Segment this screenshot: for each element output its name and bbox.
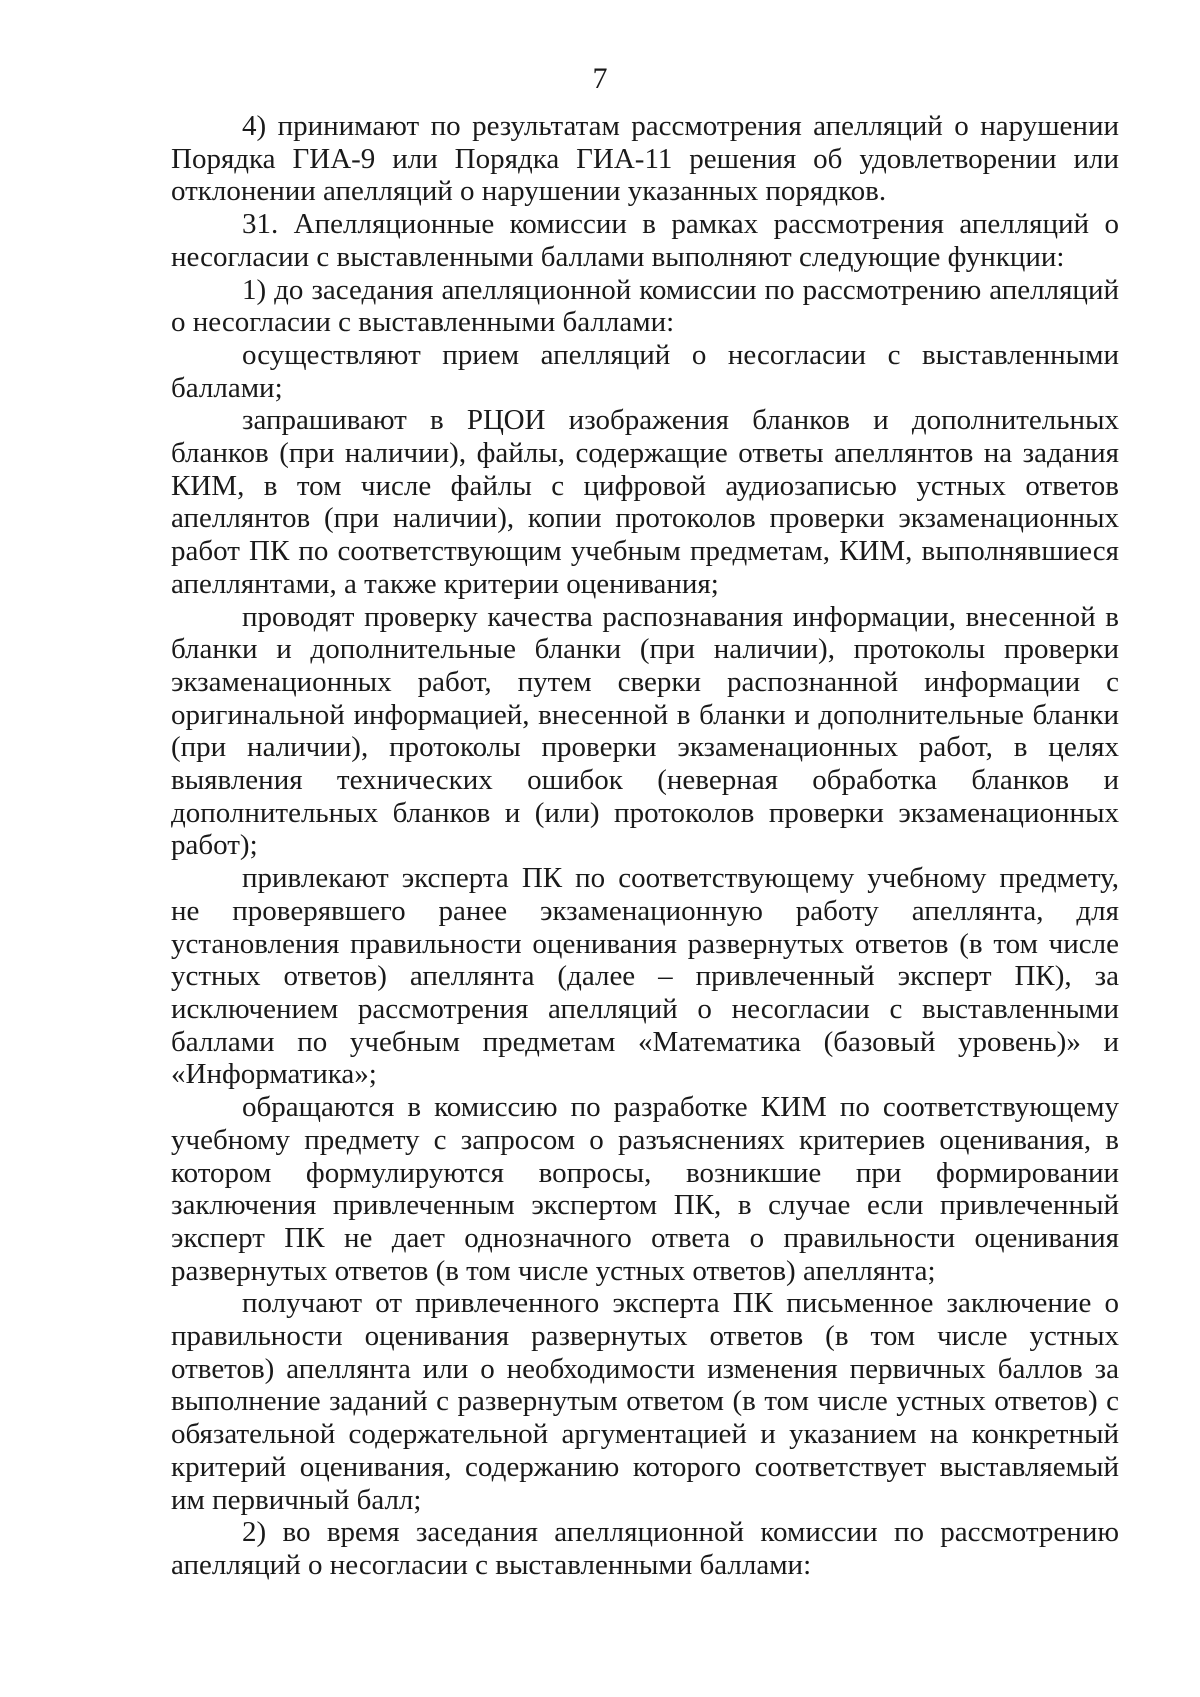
paragraph-item-1: 1) до заседания апелляционной комиссии по рассмотрению апелляций о несогласии с выставленными баллами: (171, 273, 1119, 339)
paragraph-item-4: 4) принимают по результатам рассмотрения апелляций о нарушении Порядка ГИА-9 или Порядка ГИА-11 решения об удовлетворении или отклонении апелляций о нарушении указанных порядков. (171, 110, 1119, 208)
paragraph-item-2: 2) во время заседания апелляционной комиссии по рассмотрению апелляций о несогласии с выставленными баллами: (171, 1516, 1119, 1581)
paragraph-recognition-check: проводят проверку качества распознавания информации, внесенной в бланки и дополнительные бланки (при наличии), протоколы проверки экзаменационных работ, путем сверки распознанной информации с оригинальной информацией, внесенной в бланки и дополнительные бланки (при наличии), протоколы проверки экзаменационных работ, в целях выявления технических ошибок (неверная обработка бланков и дополнительных бланков и (или) протоколов проверки экзаменационных работ); (171, 600, 1119, 862)
paragraph-clause-31: 31. Апелляционные комиссии в рамках рассмотрения апелляций о несогласии с выставленными баллами выполняют следующие функции: (171, 208, 1119, 273)
paragraph-request-images: запрашивают в РЦОИ изображения бланков и дополнительных бланков (при наличии), файлы, содержащие ответы апеллянтов на задания КИМ, в том числе файлы с цифровой аудиозаписью устных ответов апеллянтов (при наличии), копии протоколов проверки экзаменационных работ ПК по соответствующим учебным предметам, КИМ, выполнявшиеся апеллянтами, а также критерии оценивания; (171, 404, 1119, 600)
paragraph-kim-commission: обращаются в комиссию по разработке КИМ по соответствующему учебному предмету с запросом о разъяснениях критериев оценивания, в котором формулируются вопросы, возникшие при формировании заключения привлеченным экспертом ПК, в случае если привлеченный эксперт ПК не дает однозначного ответа о правильности оценивания развернутых ответов (в том числе устных ответов) апеллянта; (171, 1091, 1119, 1287)
document-body (171, 110, 1119, 1582)
paragraph-expert-conclusion: получают от привлеченного эксперта ПК письменное заключение о правильности оценивания развернутых ответов (в том числе устных ответов) апеллянта или о необходимости изменения первичных баллов за выполнение заданий с развернутым ответом (в том числе устных ответов) с обязательной содержательной аргументацией и указанием на конкретный критерий оценивания, содержанию которого соответствует выставляемый им первичный балл; (171, 1287, 1119, 1516)
paragraph-engage-expert: привлекают эксперта ПК по соответствующему учебному предмету, не проверявшего ранее экзаменационную работу апеллянта, для установления правильности оценивания развернутых ответов (в том числе устных ответов) апеллянта (далее – привлеченный эксперт ПК), за исключением рассмотрения апелляций о несогласии с выставленными баллами по учебным предметам «Математика (базовый уровень)» и «Информатика»; (171, 862, 1119, 1091)
paragraph-accept-appeals: осуществляют прием апелляций о несогласии с выставленными баллами; (171, 338, 1119, 404)
page-number: 7 (592, 62, 608, 95)
